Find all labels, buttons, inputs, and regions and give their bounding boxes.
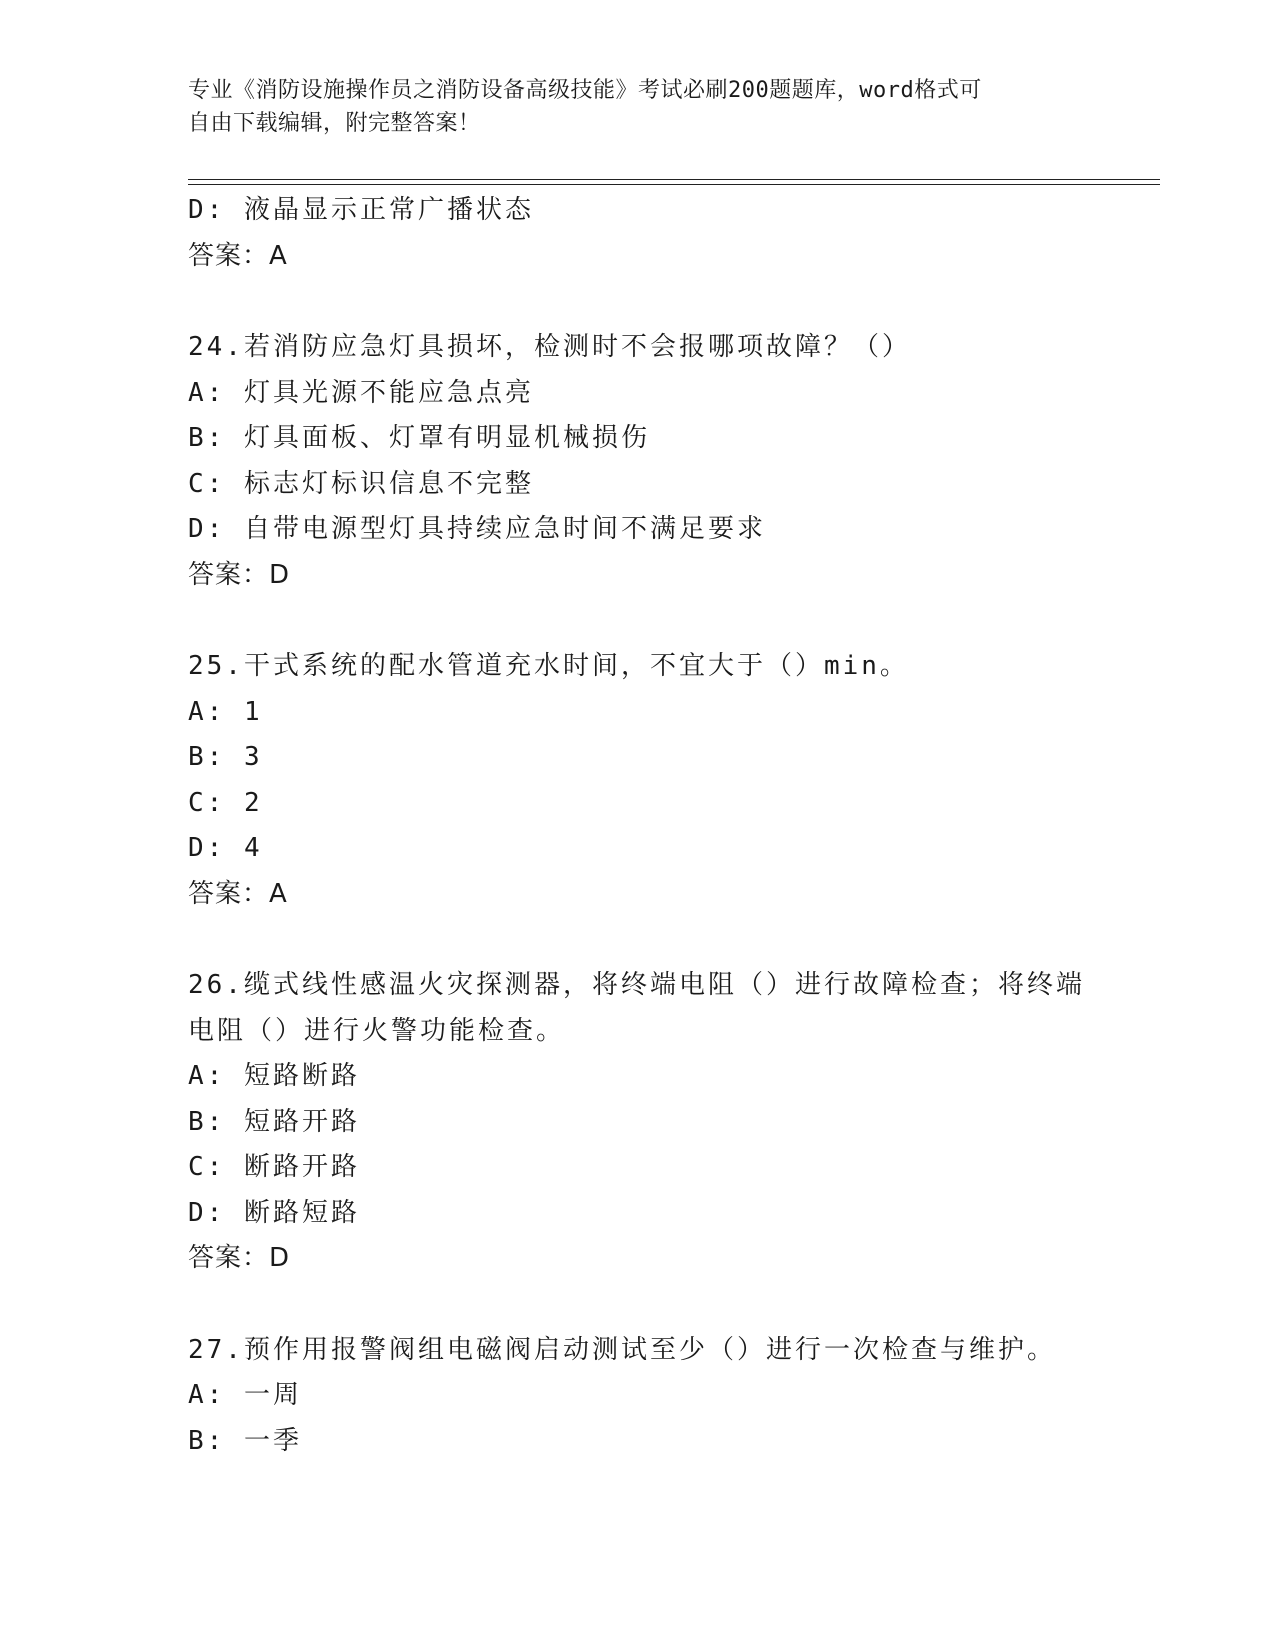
question-block: [188, 644, 1088, 917]
option-c: C: 标志灯标识信息不完整: [188, 468, 534, 499]
question-text-line-1: 26.缆式线性感温火灾探测器，将终端电阻（）进行故障检查；将终端: [188, 970, 1085, 1000]
question-text: 27.预作用报警阀组电磁阀启动测试至少（）进行一次检查与维护。: [188, 1334, 1056, 1365]
option-a: A: 灯具光源不能应急点亮: [188, 377, 534, 408]
option-a: A: 1: [188, 696, 263, 727]
option-b: B: 一季: [188, 1425, 302, 1456]
option-c: C: 断路开路: [188, 1152, 360, 1182]
document-header: [188, 74, 1088, 140]
option-b: B: 3: [188, 742, 263, 772]
option-c: C: 2: [188, 787, 263, 818]
spacer: [188, 598, 1088, 644]
option-b: B: 短路开路: [188, 1106, 360, 1137]
question-text: 25.干式系统的配水管道充水时间，不宜大于（）min。: [188, 651, 909, 681]
option-a: A: 一周: [188, 1380, 302, 1410]
option-d: D: 4: [188, 833, 263, 863]
option-d: D: 自带电源型灯具持续应急时间不满足要求: [188, 514, 766, 544]
question-list: [188, 188, 1088, 1464]
option-d: D: 断路短路: [188, 1197, 360, 1228]
header-divider-bottom: [188, 184, 1160, 185]
answer-line: 答案：A: [188, 878, 288, 909]
question-text-line-2: 电阻（）进行火警功能检查。: [188, 1015, 566, 1046]
option-a: A: 短路断路: [188, 1061, 360, 1091]
option-b: B: 灯具面板、灯罩有明显机械损伤: [188, 423, 650, 453]
spacer: [188, 279, 1088, 325]
question-text: 24.若消防应急灯具损坏，检测时不会报哪项故障？（）: [188, 332, 911, 362]
answer-line: 答案：D: [188, 559, 291, 590]
option-d-fragment: D: 液晶显示正常广播状态: [188, 195, 534, 225]
header-line-2: 自由下载编辑，附完整答案！: [188, 111, 481, 136]
spacer: [188, 917, 1088, 963]
spacer: [188, 1282, 1088, 1328]
question-block: [188, 963, 1088, 1282]
header-line-1: 专业《消防设施操作员之消防设备高级技能》考试必刷200题题库，word格式可: [188, 78, 982, 103]
answer-line: 答案：A: [188, 240, 288, 271]
question-block: [188, 1328, 1088, 1465]
header-divider-top: [188, 179, 1160, 180]
question-block: [188, 325, 1088, 598]
answer-line: 答案：D: [188, 1243, 291, 1273]
